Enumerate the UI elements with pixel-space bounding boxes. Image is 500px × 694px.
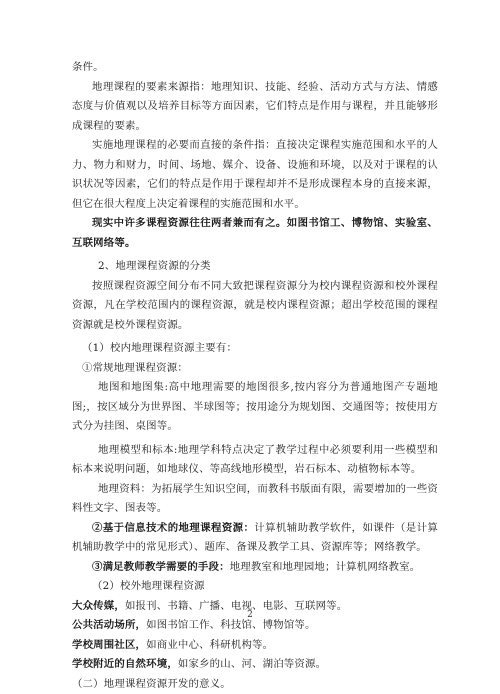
paragraph-curriculum-conditions: 实施地理课程的必要而直接的条件指：直接决定课程实施范围和水平的人力、物力和财力，时间、场地、媒介、设备、设施和环境，以及对于课程的认识状况等因素，它们的特点是作用于课程却并不是形成课程本身的直接来源，但它在很大程度上决定着课程的实施范围和水平。 [72, 136, 438, 214]
public-venues-text: 如图书馆工作、科技馆、博物馆等。 [146, 619, 315, 631]
section-heading-significance: （二）地理课程资源开发的意义。 [72, 675, 438, 694]
paragraph-both-types: 现实中许多课程资源往往两者兼而有之。如图书馆工、博物馆、实验室、互联网络等。 [72, 214, 438, 253]
paragraph-teacher-means [72, 558, 438, 578]
mass-media-label: 大众传媒， [72, 600, 125, 612]
subheading-school-resources: （1）校内地理课程资源主要有： [72, 339, 438, 359]
it-resources-label: ②基于信息技术的地理课程资源： [92, 522, 254, 534]
mass-media-text: 如报刊、书籍、广播、电视、电影、互联网等。 [125, 600, 347, 612]
community-text: 如商业中心、科研机构等。 [146, 639, 273, 651]
public-venues-label: 公共活动场所， [72, 619, 146, 631]
paragraph-it-resources [72, 519, 438, 558]
subheading-external-resources: （2）校外地理课程资源 [72, 577, 438, 597]
paragraph-geography-materials: 地理资料：为拓展学生知识空间，而教科书版面有限，需要增加的一些资料性文字、图表等。 [72, 480, 438, 519]
paragraph-continuation: 条件。 [72, 58, 438, 78]
paragraph-maps-atlases: 地图和地图集:高中地理需要的地图很多,按内容分为普通地图产专题地图;，按区域分为世界图、半球图等；按用途分为规划图、交通图等；按使用方式分为挂图、桌图等。 [72, 378, 438, 437]
paragraph-models-specimens: 地理模型和标本:地理学科特点决定了教学过程中必须要利用一些模型和标本来说明问题，如地球仪、等高线地形模型，岩石标本、动植物标本等。 [72, 441, 438, 480]
page-number: 2 [0, 610, 500, 620]
it-resources-text: 计算机辅助教学软件，如课件（是计算机辅助教学中的常见形式）、题库、备课及教学工具、资源库等；网络教学。 [72, 522, 438, 554]
item-natural-environment [72, 655, 438, 675]
item-community [72, 636, 438, 656]
subheading-conventional-resources: ①常规地理课程资源： [72, 359, 438, 379]
section-heading-classification: 2、地理课程资源的分类 [72, 257, 438, 277]
teacher-means-text: 地理教室和地理园地；计算机网络教室。 [230, 561, 421, 573]
paragraph-classification-intro: 按照课程资源空间分布不同大致把课程资源分为校内课程资源和校外课程资源，凡在学校范围内的课程资源，就是校内课程资源；超出学校范围的课程资源就是校外课程资源。 [72, 277, 438, 336]
natural-environment-label: 学校附近的自然环境， [72, 658, 178, 670]
page-body [72, 58, 438, 694]
community-label: 学校周围社区， [72, 639, 146, 651]
teacher-means-label: ③满足教师教学需要的手段： [92, 561, 230, 573]
natural-environment-text: 如家乡的山、河、湖泊等资源。 [178, 658, 326, 670]
paragraph-curriculum-element-sources: 地理课程的要素来源指：地理知识、技能、经验、活动方式与方法、情感态度与价值观以及培养目标等方面因素，它们特点是作用与课程，并且能够形成课程的要素。 [72, 78, 438, 137]
